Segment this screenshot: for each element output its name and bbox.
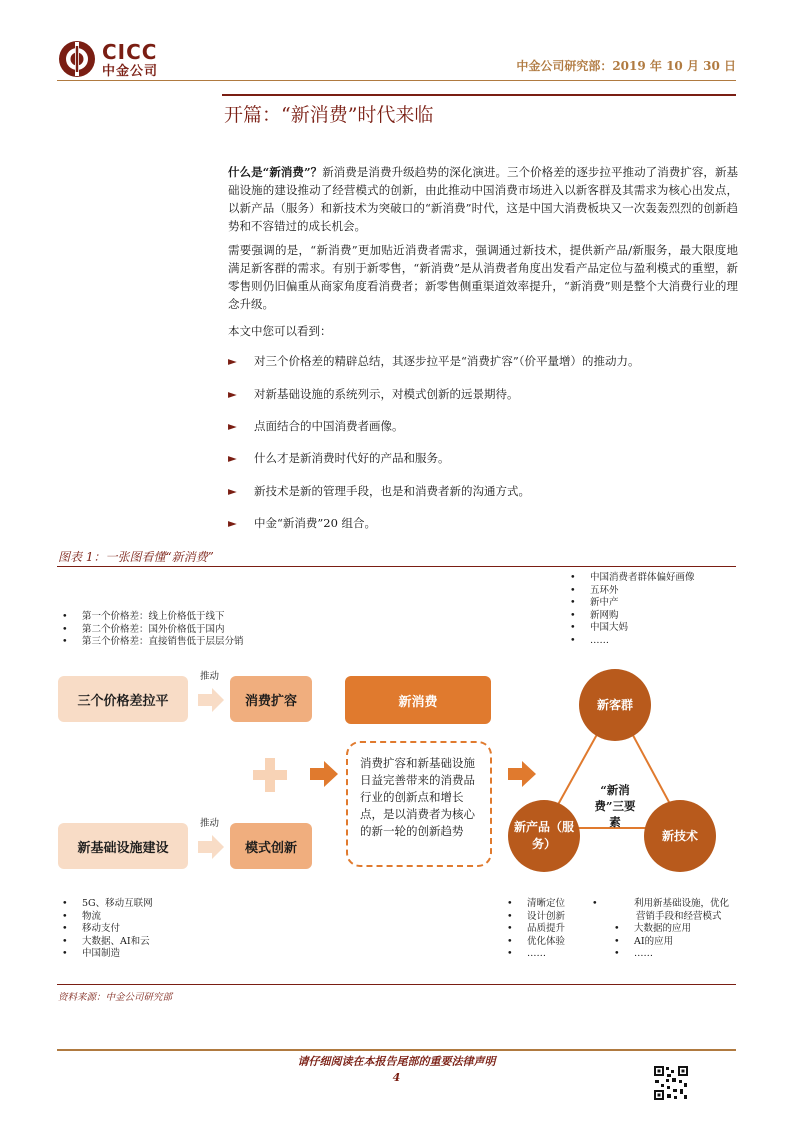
list-item: • 5G、移动互联网 xyxy=(62,898,153,909)
bullet-arrow-icon: ► xyxy=(228,516,237,530)
page-number: 4 xyxy=(392,1071,401,1084)
three-elements-label: “新消费”三要素 xyxy=(594,783,636,829)
section-divider xyxy=(222,94,736,96)
list-item: • …… xyxy=(507,948,546,959)
report-date-header: 中金公司研究部：2019 年 10 月 30 日 xyxy=(516,59,736,73)
legal-notice-link[interactable]: 请仔细阅读在本报告尾部的重要法律声明 xyxy=(297,1055,496,1068)
list-item: • 品质提升 xyxy=(507,923,566,934)
list-item: • 大数据、AI和云 xyxy=(62,935,150,947)
box-price-gap-flatten: 三个价格差拉平 xyxy=(58,676,188,722)
bullet-item: ► 中金“新消费”20 组合。 xyxy=(228,516,377,530)
logo-chinese: 中金公司 xyxy=(102,64,159,79)
list-item: • 优化体验 xyxy=(507,935,566,947)
bullet-item: ► 对三个价格差的精辟总结，其逐步拉平是“消费扩容”（价平量增）的推动力。 xyxy=(228,354,640,368)
section-title: 开篇：“新消费”时代来临 xyxy=(224,104,434,126)
intro-body: 新消费是消费升级趋势的深化演进。三个价格差的逐步拉平推动了消费扩容，新基础设施的建设推动了经营模式的创新，由此推动中国消费市场进入以新客群及其需求为核心出发点，以新产品（服务）和新技术为突破口的“新消费”时代，这是中国大消费板块又一次轰轰烈烈的创新趋势和不容错过的成长机会。 xyxy=(228,165,739,233)
cicc-logo-icon xyxy=(58,40,96,78)
box-new-infrastructure: 新基础设施建设 xyxy=(58,823,188,869)
source-divider xyxy=(57,984,736,985)
list-item: • 移动支付 xyxy=(62,923,121,934)
list-item: • 第一个价格差：线上价格低于线下 xyxy=(62,611,225,622)
push-arrow-icon xyxy=(198,835,224,859)
innovation-description-box: 消费扩容和新基础设施日益完善带来的消费品行业的创新点和增长点，是以消费者为核心的新一轮的创新趋势 xyxy=(346,741,492,867)
list-item: • 设计创新 xyxy=(507,910,566,922)
list-item: • 中国消费者群体偏好画像 xyxy=(570,572,695,583)
bullet-item: ► 新技术是新的管理手段，也是和消费者新的沟通方式。 xyxy=(228,484,530,498)
product-list xyxy=(507,898,565,961)
figure-source: 资料来源：中金公司研究部 xyxy=(58,992,173,1003)
technology-list xyxy=(592,898,736,961)
logo-english: CICC xyxy=(102,40,158,64)
qr-code-icon xyxy=(653,1065,689,1101)
list-item: • 新中产 xyxy=(570,597,619,608)
intro-lead: 什么是“新消费”？ xyxy=(228,165,323,179)
box-consumption-expansion: 消费扩容 xyxy=(230,676,312,722)
list-item: • 物流 xyxy=(62,910,102,922)
push-label: 推动 xyxy=(200,671,220,682)
circle-new-customers: 新客群 xyxy=(579,669,651,741)
bullet-item: ► 点面结合的中国消费者画像。 xyxy=(228,419,404,433)
list-item: • 五环外 xyxy=(570,584,619,596)
bullet-arrow-icon: ► xyxy=(228,419,237,433)
emphasis-paragraph: 需要强调的是，“新消费”更加贴近消费者需求，强调通过新技术，提供新产品/新服务，最大限度地满足新客群的需求。有别于新零售，“新消费”是从消费者角度出发看产品定位与盈利模式的重塑，新零售则仍旧偏重从商家角度看消费者；新零售侧重渠道效率提升，“新消费”则是整个大消费行业的理念升级。 xyxy=(228,243,738,311)
push-arrow-icon xyxy=(198,688,224,712)
list-item: • 第二个价格差：国外价格低于国内 xyxy=(62,623,225,635)
push-label: 推动 xyxy=(200,818,220,829)
plus-icon xyxy=(253,758,287,792)
list-item: • 第三个价格差：直接销售低于层层分销 xyxy=(62,636,244,647)
contents-intro: 本文中您可以看到： xyxy=(228,324,332,338)
box-model-innovation: 模式创新 xyxy=(230,823,312,869)
list-item: • 新网购 xyxy=(570,609,619,621)
header-divider xyxy=(57,80,736,81)
bullet-arrow-icon: ► xyxy=(228,387,237,401)
consumer-list xyxy=(570,572,695,647)
figure-divider xyxy=(57,566,736,567)
bullet-arrow-icon: ► xyxy=(228,484,237,498)
list-item: • 清晰定位 xyxy=(507,898,566,909)
infrastructure-list xyxy=(62,898,153,961)
intro-paragraph xyxy=(228,163,738,235)
bullet-item: ► 什么才是新消费时代好的产品和服务。 xyxy=(228,451,450,465)
right-arrow-icon xyxy=(508,761,536,787)
list-item: • 大数据的应用 xyxy=(614,923,692,934)
list-item: • 中国制造 xyxy=(62,948,121,959)
right-arrow-icon xyxy=(310,761,338,787)
list-item: • …… xyxy=(570,634,609,646)
circle-new-technology: 新技术 xyxy=(644,800,716,872)
bullet-arrow-icon: ► xyxy=(228,451,237,465)
list-item: • AI的应用 xyxy=(614,935,674,947)
bullet-arrow-icon: ► xyxy=(228,354,237,368)
footer-divider xyxy=(57,1049,736,1051)
circle-new-products: 新产品（服务） xyxy=(508,800,580,872)
list-item: • 中国大妈 xyxy=(570,622,629,633)
box-new-consumption: 新消费 xyxy=(345,676,491,724)
list-item: • …… xyxy=(614,948,653,959)
price-gap-list xyxy=(62,611,244,649)
bullet-item: ► 对新基础设施的系统列示，对模式创新的远景期待。 xyxy=(228,387,519,401)
list-item: • 利用新基础设施，优化营销手段和经营模式 xyxy=(592,898,730,922)
figure-title: 图表 1：一张图看懂“新消费” xyxy=(58,550,214,564)
